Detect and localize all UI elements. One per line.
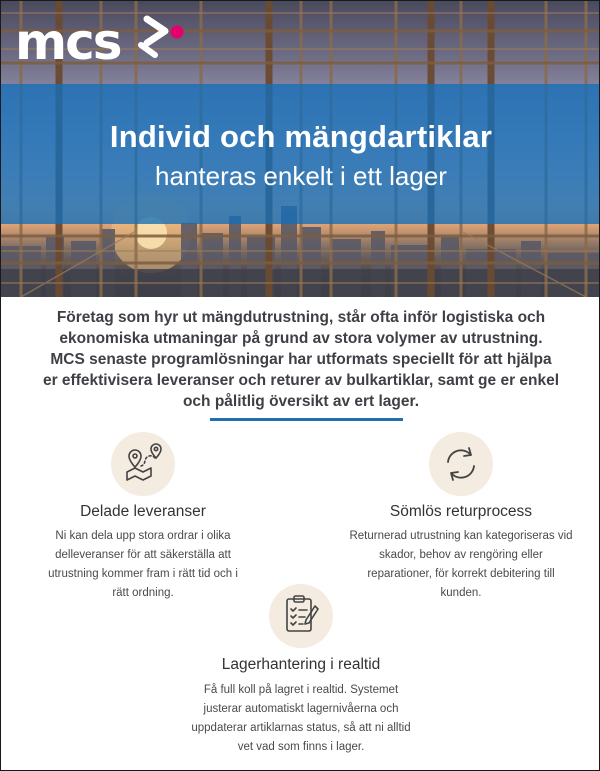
logo-arrow-icon (15, 15, 190, 75)
refresh-arrows-icon (429, 432, 493, 496)
feature-text-delivery: Ni kan dela upp stora ordrar i olika delleveranser för att säkerställa att utrustning kommer fram i rätt tid och i rätt ordning. (48, 530, 238, 599)
hero-image (1, 1, 600, 297)
feature-title-inventory: Lagerhantering i realtid (221, 656, 381, 673)
intro-paragraph: Företag som hyr ut mängdutrustning, står ofta inför logistiska och ekonomiska utmaningar på grund av stora volymer av utrustning. MCS senaste programlösningar har utformats speciellt för att hjälpa er effektivisera leveranser och returer av bulkartiklar, samt ge er enkel och pålitlig översikt av ert lager. (42, 309, 560, 410)
feature-icon-badge (269, 584, 333, 648)
feature-title-delivery: Delade leveranser (80, 503, 206, 520)
feature-icon-badge (111, 432, 175, 496)
page-title: Individ och mängdartiklar (109, 119, 493, 154)
feature-icon-badge (429, 432, 493, 496)
feature-text-returns: Returnerad utrustning kan kategoriseras vid skador, behov av rengöring eller reparationer, för korrekt debitering till kunden. (349, 530, 573, 599)
feature-text-inventory: Få full koll på lagret i realtid. Systemet justerar automatiskt lagernivåerna och uppdaterar artiklarnas status, så att ni alltid vet vad som finns i lager. (191, 684, 411, 753)
page-subtitle: hanteras enkelt i ett lager (155, 161, 447, 191)
mcs-logo (15, 15, 190, 75)
logo-wordmark: mcs (15, 13, 121, 71)
route-pin-icon (111, 432, 175, 496)
section-divider (210, 418, 403, 421)
clipboard-checklist-icon (269, 584, 333, 648)
feature-title-returns: Sömlös returprocess (389, 503, 533, 520)
